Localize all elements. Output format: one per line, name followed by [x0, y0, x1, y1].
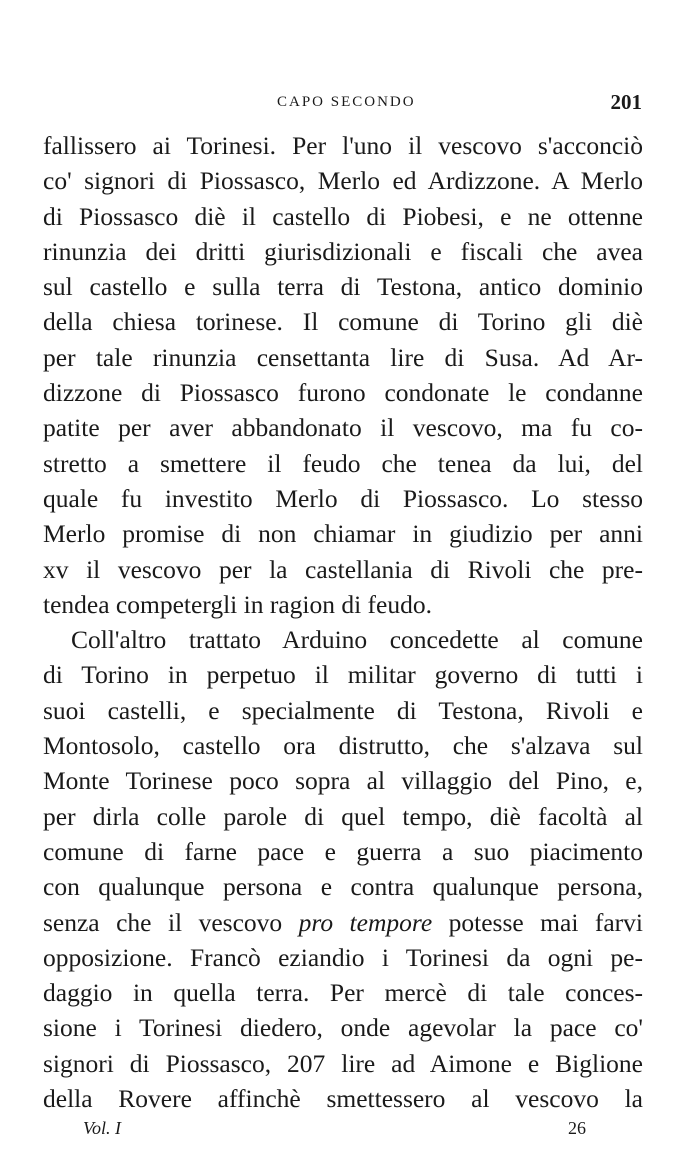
volume-label: Vol. I: [83, 1118, 121, 1138]
text-segment: senza che il vescovo: [43, 907, 299, 937]
text-line: della Rovere affinchè smettessero al vescovo la: [43, 1084, 643, 1114]
text-line: Monte Torinese poco sopra al villaggio del Pino, e,: [43, 766, 643, 796]
text-line: Montosolo, castello ora distrutto, che s'alzava sul: [43, 731, 643, 761]
page-footer: [0, 1118, 700, 1144]
running-title: CAPO SECONDO: [277, 94, 416, 110]
text-line: suoi castelli, e specialmente di Testona, Rivoli e: [43, 695, 643, 725]
text-line: per tale rinunzia censettanta lire di Susa. Ad Ar-: [43, 342, 643, 372]
text-line: co' signori di Piossasco, Merlo ed Ardizzone. A Merlo: [43, 166, 643, 196]
text-line: di Torino in perpetuo il militar governo di tutti i: [43, 660, 643, 690]
text-segment: potesse mai farvi: [432, 907, 643, 937]
paragraph-start-line: Coll'altro trattato Arduino concedette al comune: [71, 625, 643, 655]
body-text: [43, 128, 643, 1116]
text-line: Merlo promise di non chiamar in giudizio per anni: [43, 519, 643, 549]
text-line: con qualunque persona e contra qualunque persona,: [43, 872, 643, 902]
text-line: fallissero ai Torinesi. Per l'uno il vescovo s'acconciò: [43, 131, 643, 160]
signature-mark: 26: [568, 1118, 586, 1138]
text-line: patite per aver abbandonato il vescovo, ma fu co-: [43, 413, 643, 443]
text-line: sione i Torinesi diedero, onde agevolar la pace co': [43, 1013, 643, 1043]
page-number: 201: [610, 90, 642, 114]
paragraph-end-line: tendea competergli in ragion di feudo.: [43, 589, 432, 619]
text-line: quale fu investito Merlo di Piossasco. Lo stesso: [43, 483, 643, 513]
text-line: della chiesa torinese. Il comune di Torino gli diè: [43, 307, 643, 337]
italic-phrase: pro tempore: [298, 907, 433, 937]
text-line-with-italic: [43, 905, 643, 940]
text-line: di Piossasco diè il castello di Piobesi, e ne ottenne: [43, 201, 643, 231]
text-line: dizzone di Piossasco furono condonate le condanne: [43, 378, 643, 408]
text-line: stretto a smettere il feudo che tenea da lui, del: [43, 448, 643, 478]
text-line: comune di farne pace e guerra a suo piacimento: [43, 836, 643, 866]
text-line: signori di Piossasco, 207 lire ad Aimone e Biglione: [43, 1048, 643, 1078]
text-line: daggio in quella terra. Per mercè di tale conces-: [43, 978, 643, 1008]
text-line: opposizione. Francò eziandio i Torinesi da ogni pe-: [43, 942, 643, 972]
text-line: xv il vescovo per la castellania di Rivoli che pre-: [43, 554, 643, 584]
text-line: rinunzia dei dritti giurisdizionali e fiscali che avea: [43, 236, 643, 266]
text-line: per dirla colle parole di quel tempo, diè facoltà al: [43, 801, 643, 831]
text-line: sul castello e sulla terra di Testona, antico dominio: [43, 272, 643, 302]
running-head: [0, 92, 700, 116]
